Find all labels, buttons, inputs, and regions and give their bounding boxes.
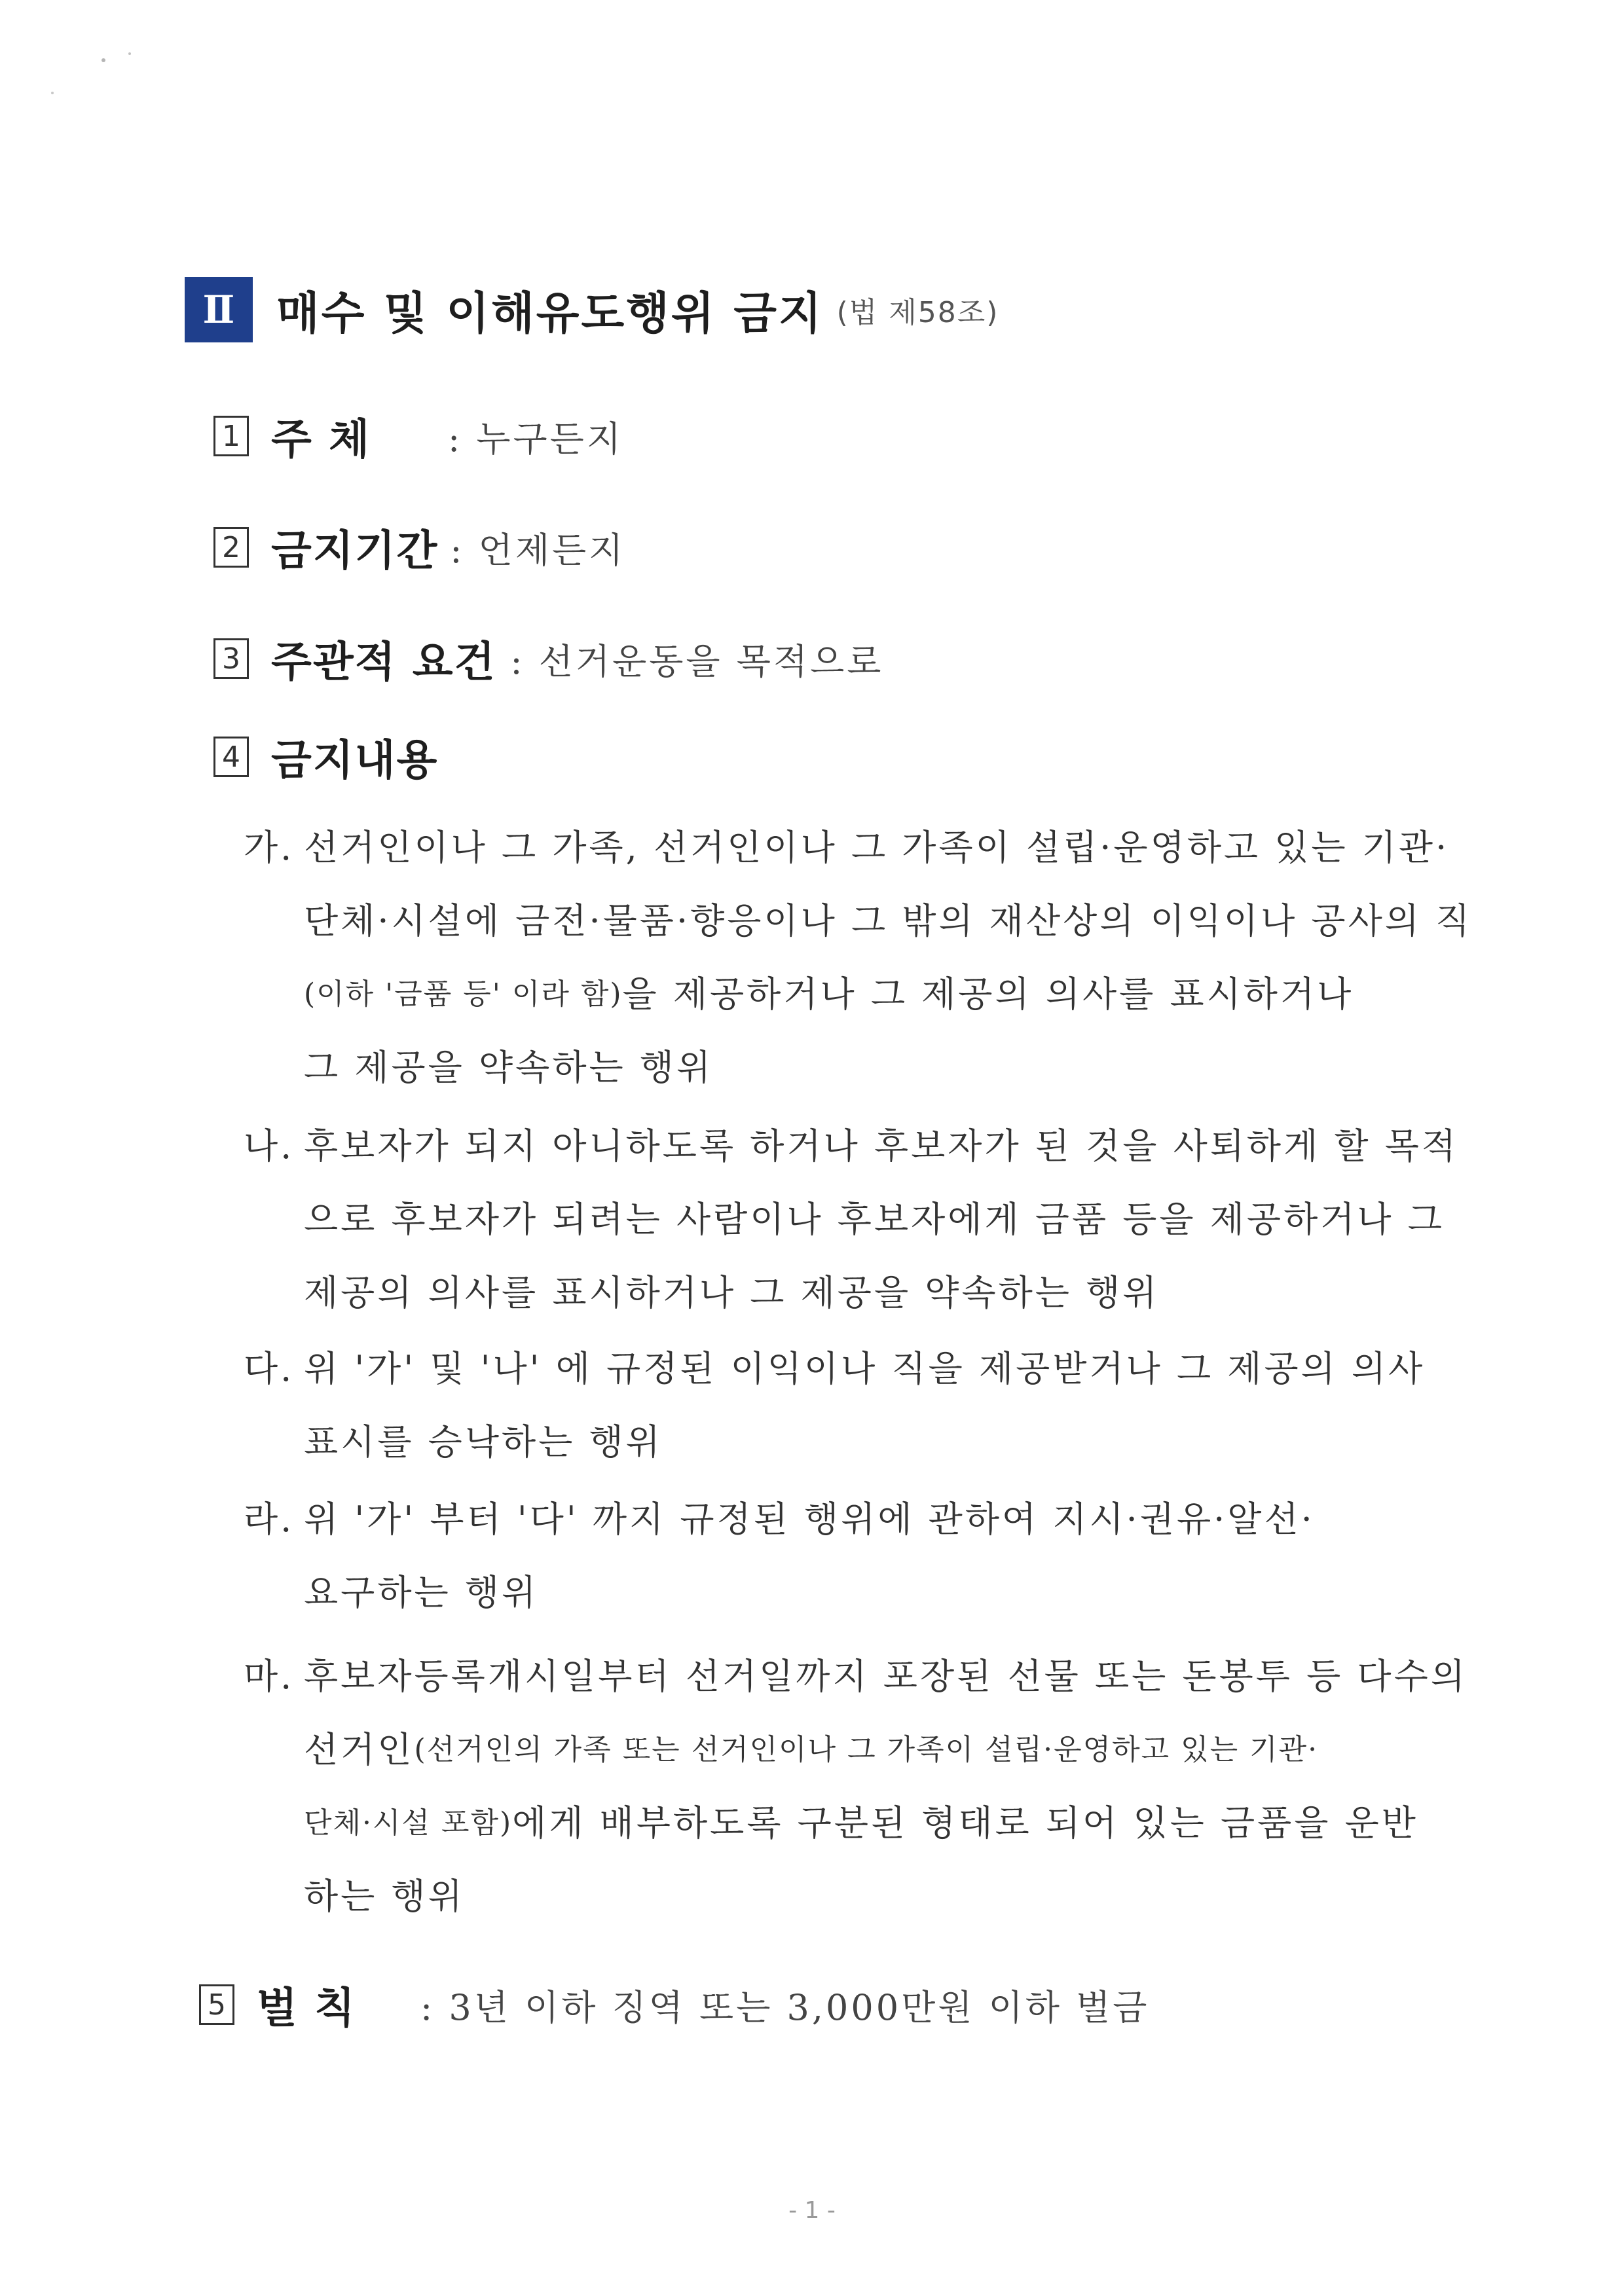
list-marker: 다. [244, 1347, 295, 1389]
line-text: 제공의 의사를 표시하거나 그 제공을 약속하는 행위 [304, 1271, 1160, 1313]
text-line [244, 1180, 1488, 1253]
line-text: 하는 행위 [304, 1875, 465, 1917]
list-marker: 가. [244, 826, 295, 868]
line-text: 표시를 승낙하는 행위 [304, 1421, 663, 1463]
prohibited-act-ra [244, 1480, 1488, 1626]
text-line [244, 808, 1488, 881]
line-text: 에게 배부하도록 구분된 형태로 되어 있는 금품을 운반 [512, 1802, 1418, 1844]
text-line [244, 1637, 1488, 1710]
line-text: 선거인 [304, 1728, 415, 1770]
prohibited-act-ma [244, 1637, 1488, 1930]
inline-note: (선거인의 가족 또는 선거인이나 그 가족이 설립·운영하고 있는 기관· [414, 1733, 1319, 1766]
item-number-box: 4 [213, 737, 249, 777]
text-line [244, 1329, 1488, 1402]
item-subjective-requirement [213, 629, 883, 689]
text-line [244, 1106, 1488, 1180]
item-value: : 선거운동을 목적으로 [510, 640, 884, 682]
prohibited-act-ga [244, 808, 1488, 1101]
item-prohibited-content [213, 727, 438, 787]
text-line [244, 1402, 1488, 1476]
item-label: 주관적 요건 [271, 638, 496, 687]
item-label: 금지기간 [271, 527, 439, 575]
text-line [244, 1857, 1488, 1930]
text-line [244, 1480, 1488, 1553]
text-line [244, 1783, 1488, 1857]
line-text: 선거인이나 그 가족, 선거인이나 그 가족이 설립·운영하고 있는 기관· [304, 826, 1450, 868]
item-period [213, 517, 625, 577]
inline-note: 단체·시설 포함) [304, 1806, 513, 1840]
item-label: 금지내용 [271, 737, 439, 785]
list-marker: 나. [244, 1125, 295, 1167]
item-number-box: 3 [213, 638, 249, 679]
scan-specks [39, 46, 138, 118]
item-number-box: 2 [213, 527, 249, 568]
line-text: 후보자등록개시일부터 선거일까지 포장된 선물 또는 돈봉투 등 다수의 [304, 1655, 1467, 1697]
line-text: 후보자가 되지 아니하도록 하거나 후보자가 된 것을 사퇴하게 할 목적 [304, 1125, 1459, 1167]
section-number-badge: Ⅱ [185, 277, 253, 342]
item-value: : 3년 이하 징역 또는 3,000만원 이하 벌금 [420, 1986, 1150, 2028]
text-line [244, 1553, 1488, 1626]
list-marker: 마. [244, 1655, 295, 1697]
line-text: 을 제공하거나 그 제공의 의사를 표시하거나 [622, 973, 1354, 1015]
prohibited-act-da [244, 1329, 1488, 1476]
line-text: 으로 후보자가 되려는 사람이나 후보자에게 금품 등을 제공하거나 그 [304, 1198, 1445, 1240]
item-number-box: 5 [199, 1984, 234, 2025]
line-text: 단체·시설에 금전·물품·향응이나 그 밖의 재산상의 이익이나 공사의 직 [304, 900, 1473, 941]
line-text: 그 제공을 약속하는 행위 [304, 1046, 714, 1088]
inline-note: (이하 '금품 등' 이라 함) [304, 977, 623, 1011]
text-line [244, 1028, 1488, 1101]
item-penalty [199, 1975, 1149, 2035]
section-law-reference: (법 제58조) [836, 296, 999, 329]
item-label: 벌 칙 [257, 1984, 356, 2033]
text-line [244, 1253, 1488, 1326]
item-number-box: 1 [213, 416, 249, 456]
prohibited-act-na [244, 1106, 1488, 1326]
page-number: - 1 - [788, 2197, 836, 2224]
section-title: 매수 및 이해유도행위 금지 [276, 287, 824, 340]
line-text: 요구하는 행위 [304, 1571, 539, 1613]
list-marker: 라. [244, 1498, 295, 1540]
item-subject [213, 406, 623, 466]
text-line [244, 881, 1488, 955]
text-line [244, 1710, 1488, 1783]
line-text: 위 '가' 부터 '다' 까지 규정된 행위에 관하여 지시·권유·알선· [304, 1498, 1315, 1540]
item-label: 주 체 [271, 416, 371, 464]
line-text: 위 '가' 및 '나' 에 규정된 이익이나 직을 제공받거나 그 제공의 의사 [304, 1347, 1426, 1389]
section-heading [185, 274, 1363, 346]
text-line [244, 955, 1488, 1028]
item-value: : 언제든지 [450, 529, 626, 571]
item-value: : 누구든지 [448, 418, 624, 460]
